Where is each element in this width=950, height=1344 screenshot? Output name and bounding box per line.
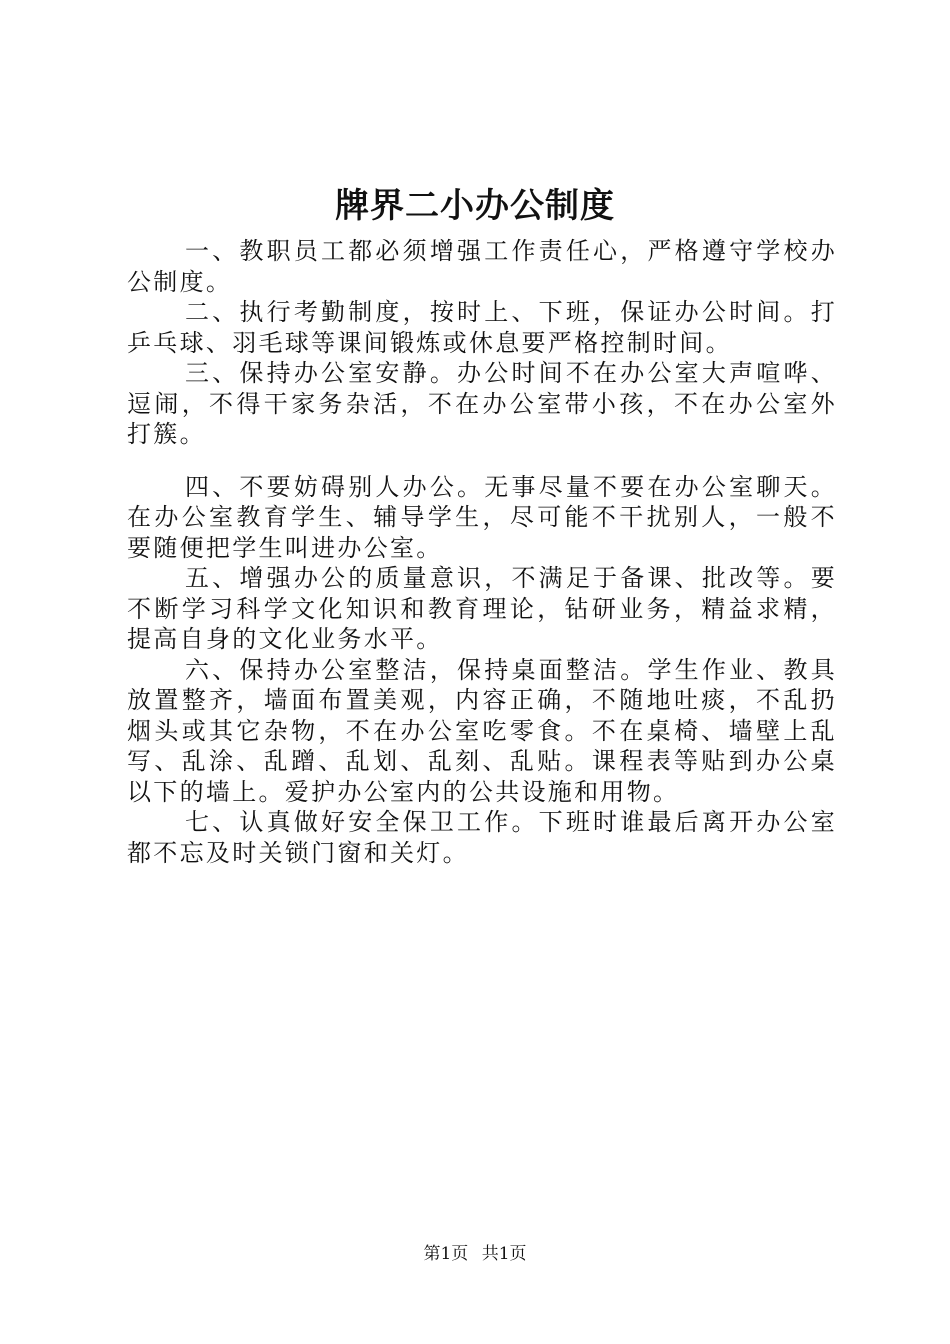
paragraph-1: 一、教职员工都必须增强工作责任心，严格遵守学校办公制度。 — [127, 237, 837, 296]
paragraph-4: 四、不要妨碍别人办公。无事尽量不要在办公室聊天。在办公室教育学生、辅导学生，尽可能不干扰别人，一般不要随便把学生叫进办公室。 — [127, 472, 837, 562]
paragraph-6: 六、保持办公室整洁，保持桌面整洁。学生作业、教具放置整齐，墙面布置美观，内容正确，不随地吐痰，不乱扔烟头或其它杂物，不在办公室吃零食。不在桌椅、墙壁上乱写、乱涂、乱蹭、乱划、乱刻、乱贴。课程表等贴到办公桌以下的墙上。爱护办公室内的公共设施和用物。 — [127, 655, 837, 806]
paragraph-5: 五、增强办公的质量意识，不满足于备课、批改等。要不断学习科学文化知识和教育理论，钻研业务，精益求精，提高自身的文化业务水平。 — [127, 564, 837, 653]
paragraph-2: 二、执行考勤制度，按时上、下班，保证办公时间。打乒乓球、羽毛球等课间锻炼或休息要严格控制时间。 — [127, 298, 837, 357]
paragraph-7: 七、认真做好安全保卫工作。下班时谁最后离开办公室都不忘及时关锁门窗和关灯。 — [127, 808, 837, 867]
page-number-current: 第1页 — [423, 1244, 469, 1264]
paragraph-3: 三、保持办公室安静。办公时间不在办公室大声喧哗、逗闹，不得干家务杂活，不在办公室带小孩，不在办公室外打簇。 — [127, 359, 837, 448]
document-body — [127, 236, 837, 868]
page-footer — [0, 1242, 950, 1266]
page-title: 牌界二小办公制度 — [335, 186, 615, 226]
page-number-total: 共1页 — [481, 1244, 527, 1264]
